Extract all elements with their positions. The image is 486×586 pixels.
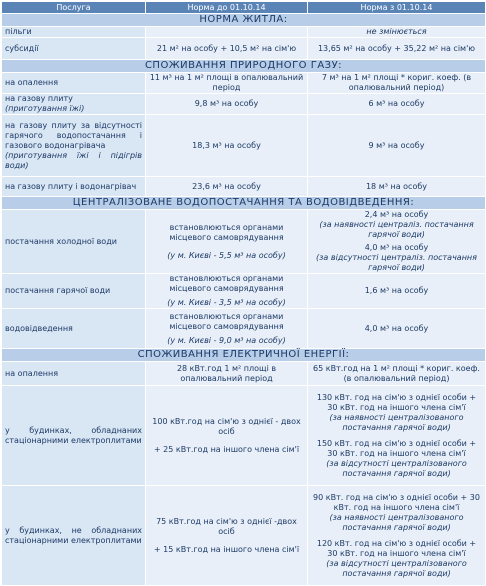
before-value: 100 кВт.год на сім'ю з однієї - двох осіб + 25 кВт.год на іншого члена сім'ї xyxy=(146,386,308,486)
before-value: встановлюються органами місцевого самоврядування (у м. Києві - 5,5 м³ на особу) xyxy=(146,210,308,274)
after-value: 6 м³ на особу xyxy=(308,94,486,115)
before-value: 11 м³ на 1 м² площі в опалювальний період xyxy=(146,73,308,94)
table-row xyxy=(2,210,486,274)
before-value: 75 кВт.год на сім'ю з однієї -двох осіб + 15 кВт.год на іншого члена сім'ї xyxy=(146,486,308,586)
after-value: 1,6 м³ на особу xyxy=(308,274,486,309)
row-label: постачання гарячої води xyxy=(2,274,146,309)
section-title: СПОЖИВАННЯ ЕЛЕКТРИЧНОЇ ЕНЕРГІЇ: xyxy=(2,349,486,362)
after-value: 18 м³ на особу xyxy=(308,177,486,197)
after-value: 13,65 м² на особу + 35,22 м² на сім'ю xyxy=(308,38,486,60)
table-row xyxy=(2,115,486,177)
table-row xyxy=(2,362,486,386)
section-title: ЦЕНТРАЛІЗОВАНЕ ВОДОПОСТАЧАННЯ ТА ВОДОВІДВЕДЕННЯ: xyxy=(2,197,486,210)
section-housing xyxy=(2,14,486,27)
col-service-header: Послуга xyxy=(2,2,146,14)
header-row xyxy=(2,2,486,14)
row-label: на опалення xyxy=(2,362,146,386)
norms-table xyxy=(1,1,486,586)
row-label: на газову плиту (приготування їжі) xyxy=(2,94,146,115)
before-value: 28 кВт.год 1 м² площі в опалювальний період xyxy=(146,362,308,386)
table-row xyxy=(2,27,486,38)
before-value: 23,6 м³ на особу xyxy=(146,177,308,197)
table-row xyxy=(2,73,486,94)
table-row xyxy=(2,177,486,197)
col-after-header: Норма з 01.10.14 xyxy=(308,2,486,14)
row-note: (приготування їжі і підігрів води) xyxy=(5,150,142,170)
before-value: 18,3 м³ на особу xyxy=(146,115,308,177)
before-value xyxy=(146,27,308,38)
section-electric xyxy=(2,349,486,362)
table-row xyxy=(2,309,486,349)
row-label: пільги xyxy=(2,27,146,38)
row-label: на газову плиту за відсутності гарячого водопостачання і газового водонагрівача (приготування їжі і підігрів води) xyxy=(2,115,146,177)
section-title: СПОЖИВАННЯ ПРИРОДНОГО ГАЗУ: xyxy=(2,60,486,73)
row-label: у будинках, не обладнаних стаціонарними електроплитами xyxy=(2,486,146,586)
row-label: у будинках, обладнаних стаціонарними електроплитами xyxy=(2,386,146,486)
row-label: водовідведення xyxy=(2,309,146,349)
row-label: субсидії xyxy=(2,38,146,60)
section-gas xyxy=(2,60,486,73)
before-value: 21 м² на особу + 10,5 м² на сім'ю xyxy=(146,38,308,60)
after-value: 4,0 м³ на особу xyxy=(308,309,486,349)
table-row xyxy=(2,94,486,115)
after-value: 130 кВт. год на сім'ю з однієї особи + 30 кВт. год на іншого члена сім'ї (за наявності централізованого постачання гарячої води) 150 кВт. год на сім'ю з однієї особи + 30 кВт. год на іншого члена сім'ї (за відсутності централізованого постачання гарячої води) xyxy=(308,386,486,486)
row-label: постачання холодної води xyxy=(2,210,146,274)
after-value: 90 кВт. год на сім'ю з однієї особи + 30 кВт. год на іншого члена сім'ї (за наявності централізованого постачання гарячої води) 120 кВт. год на сім'ю з однієї особи + 30 кВт. год на іншого члена сім'ї (за відсутності централізованого постачання гарячої води) xyxy=(308,486,486,586)
after-value: 7 м³ на 1 м² площі * кориг. коеф. (в опалювальний період) xyxy=(308,73,486,94)
row-label: на опалення xyxy=(2,73,146,94)
after-value: не змінюється xyxy=(308,27,486,38)
after-value: 2,4 м³ на особу (за наявності централіз. постачання гарячої води) 4,0 м³ на особу (за відсутності централіз. постачання гарячої води) xyxy=(308,210,486,274)
row-note: (приготування їжі) xyxy=(5,104,85,113)
section-water xyxy=(2,197,486,210)
section-title: НОРМА ЖИТЛА: xyxy=(2,14,486,27)
after-value: 9 м³ на особу xyxy=(308,115,486,177)
after-value: 65 кВт.год на 1 м² площі * кориг. коеф. (в опалювальний період) xyxy=(308,362,486,386)
table-row xyxy=(2,486,486,586)
table-row xyxy=(2,38,486,60)
before-value: 9,8 м³ на особу xyxy=(146,94,308,115)
before-value: встановлюються органами місцевого самоврядування (у м. Києві - 3,5 м³ на особу) xyxy=(146,274,308,309)
row-label: на газову плиту і водонагрівач xyxy=(2,177,146,197)
table-row xyxy=(2,386,486,486)
table-row xyxy=(2,274,486,309)
before-value: встановлюються органами місцевого самоврядування (у м. Києві - 9,0 м³ на особу) xyxy=(146,309,308,349)
col-before-header: Норма до 01.10.14 xyxy=(146,2,308,14)
